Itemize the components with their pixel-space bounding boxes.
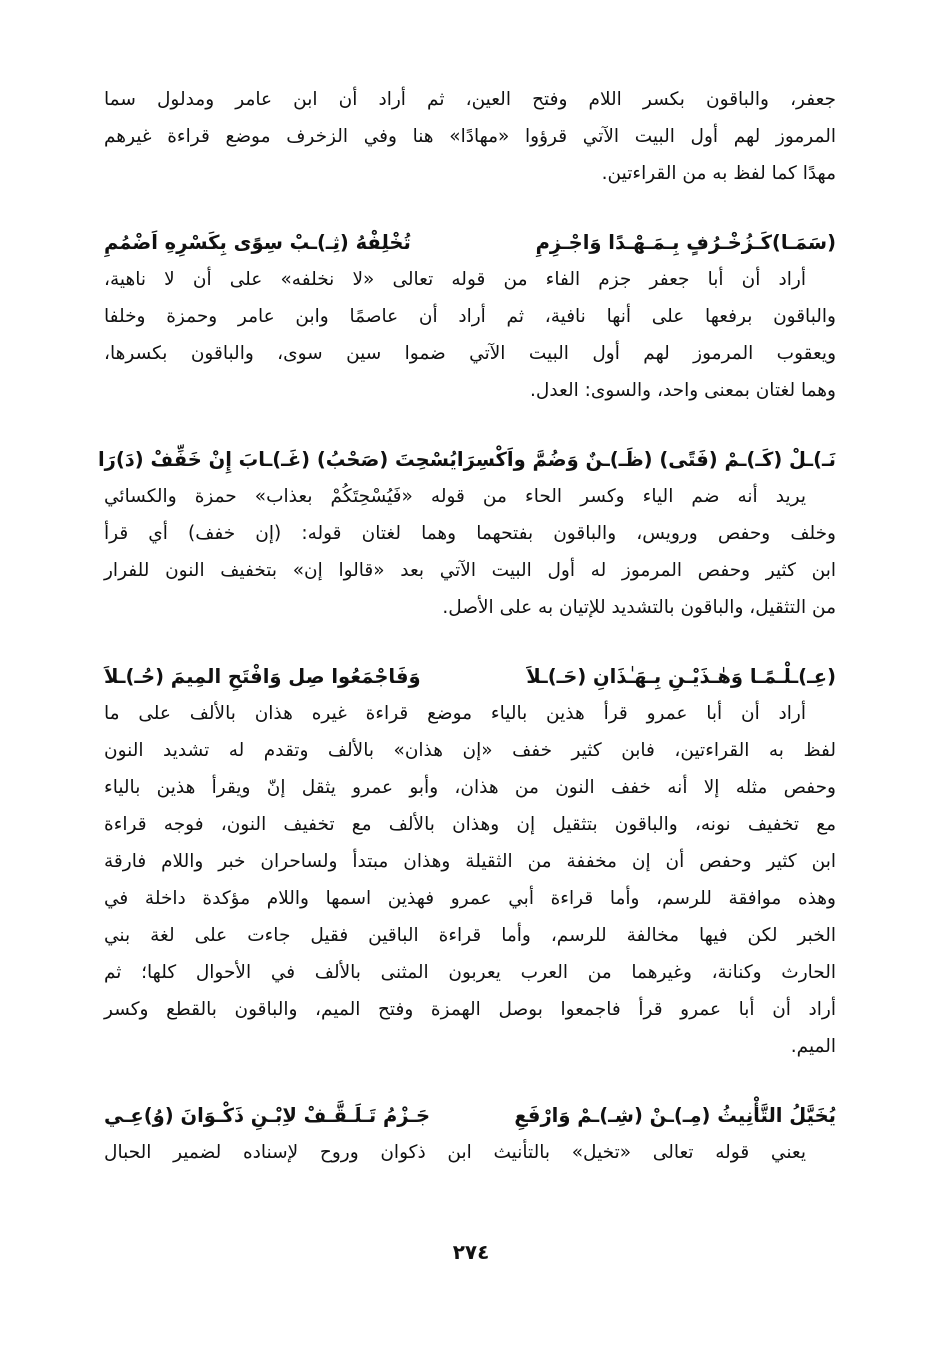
- paragraph-line: وخلف وحفص ورويس، والباقون بفتحهما وهما لغتان قوله: (إن خفف) أي قرأ: [104, 523, 836, 544]
- verse-hemistich-left: يُسْحِتَ (صَحْبُ) (غَـ)ـابَ إِنْ خَفِّفْ (دَ)رَا: [97, 448, 457, 471]
- poem-verse: [104, 658, 836, 695]
- paragraph-line: لفظ به القراءتين، فابن كثير خفف «إن هذان» بالألف وتقدم له تشديد النون: [104, 740, 836, 761]
- verse-hemistich-left: جَـزْمُ تَـلَـقَّـفْ لاِبْـنِ ذَكْـوَانَ (وُ)عِـي: [104, 1104, 431, 1127]
- paragraph-line: ابن كثير وحفص أن إن مخففة من الثقيلة وهذان مبتدأ ولساحران خبر واللام فارقة: [104, 851, 836, 872]
- paragraph-line: الحارث وكنانة، وغيرهما من العرب يعربون المثنى بالألف في الأحوال كلها؛ ثم: [104, 962, 836, 983]
- verse-hemistich-right: (عِـ)ـلْـمًـا وَهٰـذَيْـنِ بِـهَـٰذَانِ (حَـ)ـلاَ: [526, 665, 836, 688]
- paragraph-line: أراد أن أبا عمرو قرأ هذين بالياء موضع قراءة غيره هذان بالألف على ما: [104, 703, 806, 724]
- poem-verse: [97, 441, 836, 478]
- paragraph-line: المرموز لهم أول البيت الآتي قرؤوا «مهادًا» هنا وفي الزخرف موضع قراءة غيرهم: [104, 126, 836, 147]
- paragraph-line: أراد أن أبا عمرو قرأ فاجمعوا بوصل الهمزة وفتح الميم، والباقون بالقطع وكسر: [104, 999, 836, 1020]
- poem-verse: [104, 224, 836, 261]
- paragraph-line: والباقون برفعها على أنها نافية، ثم أراد أن عاصمًا وابن عامر وحمزة وخلفا: [104, 306, 836, 327]
- paragraph-line: الميم.: [790, 1036, 836, 1057]
- paragraph-line: يريد أنه ضم الياء وكسر الحاء من قوله «فَيُسْحِتَكُمْ بعذاب» حمزة والكسائي: [104, 486, 806, 507]
- verse-hemistich-right: يُخَيَّلُ التَّأْنِيثُ (مِـ)ـنْ (شِـ)ـمْ وَارْفَعِ: [514, 1104, 836, 1127]
- paragraph-line: مع تخفيف نونه، والباقون بتثقيل إن وهذان بالألف مع تخفيف النون، فوجه قراءة: [104, 814, 836, 835]
- paragraph-line: وهما لغتان بمعنى واحد، والسوى: العدل.: [530, 380, 836, 401]
- paragraph-line: أراد أن أبا جعفر جزم الفاء من قوله تعالى «لا نخلفه» على أن لا ناهية،: [104, 269, 806, 290]
- paragraph-line: الخبر لكن فيها مخالفة للرسم، وأما قراءة الباقين فقيل جاءت على لغة بني: [104, 925, 836, 946]
- verse-hemistich-right: (سَمَـا)كَـزُخْـرُفٍ بِـمَـهْـدًا وَاجْـزِمِ: [535, 231, 836, 254]
- page-number: ٢٧٤: [452, 1240, 490, 1264]
- poem-verse: [104, 1097, 836, 1134]
- book-page-text: [97, 81, 836, 1171]
- verse-hemistich-left: وَفَاجْمَعُوا صِل وَافْتَحِ المِيمَ (حُـ)ـلاَ: [104, 665, 421, 688]
- verse-hemistich-right: نَـ)ـلْ (كَـ)ـمْ (فَتًى) (ظَـ)ـنٌ وَضُمَّ واَكْسِرَا: [456, 448, 836, 471]
- verse-hemistich-left: تُخْلِفْهُ (ثِـ)ـبْ سِوًى بِكَسْرِهِ اَضْمُمِ: [104, 231, 411, 254]
- paragraph-line: يعني قوله تعالى «تخيل» بالتأنيث ابن ذكوان وروح لإسناده لضمير الحبال: [104, 1142, 806, 1163]
- paragraph-line: وهذه موافقة للرسم، وأما قراءة أبي عمرو فهذين اسمها واللام مؤكدة داخلة في: [104, 888, 836, 909]
- paragraph-line: ويعقوب المرموز لهم أول البيت الآتي ضموا سين سوى، والباقون بكسرها،: [104, 343, 836, 364]
- paragraph-line: ابن كثير وحفص المرموز له أول البيت الآتي بعد «قالوا إن» بتخفيف النون للفرار: [104, 560, 836, 581]
- paragraph-line: مهدًا كما لفظ به من القراءتين.: [601, 163, 836, 184]
- paragraph-line: من التثقيل، والباقون بالتشديد للإتيان به على الأصل.: [442, 597, 836, 618]
- paragraph-line: وحفص مثله إلا أنه خفف النون من هذان، وأبو عمرو يثقل إنّ ويقرأ هذين بالياء: [104, 777, 836, 798]
- paragraph-line: جعفر، والباقون بكسر اللام وفتح العين، ثم أراد أن ابن عامر ومدلول سما: [104, 89, 836, 110]
